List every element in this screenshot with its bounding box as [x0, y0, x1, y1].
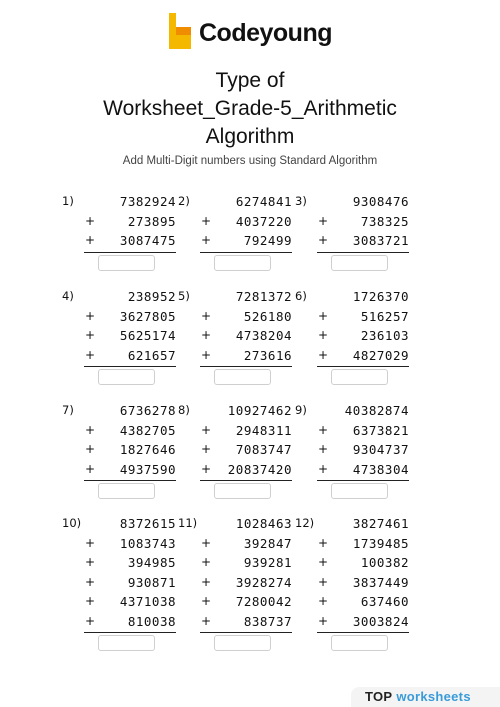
problem-number: 8)	[178, 403, 190, 417]
addend-value: 236103	[360, 328, 409, 343]
sum-rule	[317, 252, 409, 253]
addend-value: 5625174	[119, 328, 176, 343]
addend-value: 3003824	[352, 613, 409, 629]
addend-value: 3928274	[235, 574, 292, 590]
addend-row	[295, 514, 409, 534]
page-subtitle: Add Multi-Digit numbers using Standard Algorithm	[122, 155, 378, 167]
plus-sign: +	[201, 535, 212, 550]
addend-row	[295, 326, 409, 346]
addend-value: 3837449	[352, 574, 409, 590]
addend-row	[62, 573, 176, 593]
plus-sign: +	[85, 461, 96, 476]
sum-rule	[317, 480, 409, 481]
plus-sign: +	[85, 233, 96, 247]
addend-value: 273616	[243, 347, 292, 363]
addend-value: 20837420	[227, 461, 292, 477]
addend-row	[295, 553, 409, 573]
plus-sign: +	[201, 328, 212, 342]
addend-value: 40382874	[344, 403, 409, 418]
addend-row	[62, 534, 176, 554]
problem-number: 10)	[62, 516, 82, 530]
addend-row	[295, 231, 409, 251]
addend-value: 526180	[243, 308, 292, 324]
problem-number: 4)	[62, 289, 74, 303]
addend-row	[178, 592, 292, 612]
answer-box[interactable]	[98, 369, 155, 385]
addend-row	[295, 440, 409, 460]
plus-sign: +	[201, 442, 212, 456]
addend-value: 4937590	[119, 461, 176, 477]
answer-box[interactable]	[331, 369, 388, 385]
addend-value: 8372615	[119, 516, 176, 531]
addend-row	[62, 514, 176, 534]
answer-box[interactable]	[214, 255, 271, 271]
title-line: Algorithm	[205, 125, 295, 148]
addend-value: 516257	[360, 308, 409, 324]
addend-value: 621657	[127, 347, 176, 363]
sum-rule	[84, 632, 176, 633]
title-line: Worksheet_Grade-5_Arithmetic	[103, 97, 397, 120]
addend-row	[62, 460, 176, 480]
plus-sign: +	[85, 422, 96, 437]
sum-rule	[317, 632, 409, 633]
addend-value: 7382924	[119, 194, 176, 209]
addend-row	[62, 231, 176, 251]
plus-sign: +	[85, 613, 96, 628]
addend-value: 2948311	[235, 422, 292, 438]
addend-row	[178, 612, 292, 632]
answer-box[interactable]	[98, 255, 155, 271]
footer-text	[365, 689, 471, 704]
plus-sign: +	[85, 555, 96, 569]
addend-value: 6736278	[119, 403, 176, 418]
addend-row	[178, 401, 292, 421]
problem-number: 2)	[178, 194, 190, 208]
answer-box[interactable]	[214, 635, 271, 651]
addend-row	[295, 421, 409, 441]
problem-number: 11)	[178, 516, 198, 530]
addend-row	[295, 346, 409, 366]
sum-rule	[200, 632, 292, 633]
plus-sign: +	[201, 308, 212, 323]
plus-sign: +	[318, 233, 329, 247]
sum-rule	[84, 480, 176, 481]
sum-rule	[200, 366, 292, 367]
addend-row	[178, 346, 292, 366]
addend-value: 100382	[360, 555, 409, 570]
addend-row	[178, 421, 292, 441]
addend-row	[62, 287, 176, 307]
addend-row	[295, 612, 409, 632]
plus-sign: +	[318, 594, 329, 608]
addend-value: 3083721	[352, 233, 409, 248]
addend-row	[178, 307, 292, 327]
plus-sign: +	[318, 461, 329, 476]
plus-sign: +	[85, 308, 96, 323]
answer-box[interactable]	[331, 255, 388, 271]
addend-row	[178, 231, 292, 251]
addend-value: 9304737	[352, 442, 409, 457]
footer-worksheets: worksheets	[396, 689, 471, 704]
addend-row	[178, 326, 292, 346]
sum-rule	[200, 252, 292, 253]
plus-sign: +	[318, 308, 329, 323]
plus-sign: +	[201, 422, 212, 437]
addend-row	[62, 326, 176, 346]
addend-row	[62, 192, 176, 212]
addend-row	[295, 573, 409, 593]
plus-sign: +	[201, 574, 212, 589]
plus-sign: +	[318, 422, 329, 437]
addend-row	[295, 307, 409, 327]
plus-sign: +	[85, 535, 96, 550]
plus-sign: +	[318, 328, 329, 342]
addend-value: 1083743	[119, 535, 176, 551]
problem-number: 1)	[62, 194, 74, 208]
topworksheets-badge	[351, 687, 500, 707]
plus-sign: +	[201, 555, 212, 569]
addend-value: 6274841	[235, 194, 292, 209]
plus-sign: +	[201, 613, 212, 628]
problem-number: 7)	[62, 403, 74, 417]
plus-sign: +	[85, 574, 96, 589]
addend-value: 792499	[243, 233, 292, 248]
addend-value: 4738204	[235, 328, 292, 343]
addend-value: 939281	[243, 555, 292, 570]
problem-number: 5)	[178, 289, 190, 303]
addend-row	[178, 192, 292, 212]
addend-value: 392847	[243, 535, 292, 551]
addend-row	[62, 553, 176, 573]
sum-rule	[84, 252, 176, 253]
addend-value: 7083747	[235, 442, 292, 457]
addend-value: 1726370	[352, 289, 409, 304]
addend-row	[295, 212, 409, 232]
addend-value: 9308476	[352, 194, 409, 209]
addend-value: 4738304	[352, 461, 409, 477]
addend-row	[178, 212, 292, 232]
addend-row	[62, 421, 176, 441]
logo-text: Codeyoung	[199, 19, 332, 47]
addend-value: 4382705	[119, 422, 176, 438]
addend-value: 810038	[127, 613, 176, 629]
addend-row	[295, 534, 409, 554]
plus-sign: +	[85, 213, 96, 228]
plus-sign: +	[201, 594, 212, 608]
addend-value: 238952	[127, 289, 176, 304]
answer-box[interactable]	[214, 369, 271, 385]
plus-sign: +	[85, 594, 96, 608]
sum-rule	[317, 366, 409, 367]
addend-row	[62, 346, 176, 366]
problem-number: 9)	[295, 403, 307, 417]
plus-sign: +	[201, 233, 212, 247]
addend-value: 838737	[243, 613, 292, 629]
addend-value: 10927462	[227, 403, 292, 418]
addend-value: 7280042	[235, 594, 292, 609]
addend-row	[178, 460, 292, 480]
addend-value: 394985	[127, 555, 176, 570]
answer-box[interactable]	[98, 635, 155, 651]
addend-row	[178, 573, 292, 593]
addend-value: 1028463	[235, 516, 292, 531]
plus-sign: +	[85, 347, 96, 362]
addend-row	[295, 460, 409, 480]
footer-top: TOP	[365, 689, 393, 704]
plus-sign: +	[201, 461, 212, 476]
plus-sign: +	[85, 442, 96, 456]
addend-row	[295, 287, 409, 307]
addend-row	[178, 287, 292, 307]
addend-row	[178, 534, 292, 554]
addend-value: 930871	[127, 574, 176, 590]
problem-number: 12)	[295, 516, 315, 530]
addend-row	[295, 592, 409, 612]
addend-value: 4037220	[235, 213, 292, 229]
title-line: Type of	[215, 69, 285, 92]
plus-sign: +	[318, 213, 329, 228]
addend-row	[178, 440, 292, 460]
answer-box[interactable]	[331, 635, 388, 651]
plus-sign: +	[201, 347, 212, 362]
plus-sign: +	[318, 555, 329, 569]
plus-sign: +	[318, 535, 329, 550]
answer-box[interactable]	[214, 483, 271, 499]
addend-value: 637460	[360, 594, 409, 609]
addend-value: 1827646	[119, 442, 176, 457]
plus-sign: +	[318, 613, 329, 628]
addend-row	[62, 401, 176, 421]
addend-value: 3627805	[119, 308, 176, 324]
sum-rule	[200, 480, 292, 481]
answer-box[interactable]	[331, 483, 388, 499]
addend-value: 738325	[360, 213, 409, 229]
addend-value: 273895	[127, 213, 176, 229]
addend-value: 6373821	[352, 422, 409, 438]
addend-row	[62, 592, 176, 612]
problem-number: 6)	[295, 289, 307, 303]
plus-sign: +	[318, 442, 329, 456]
plus-sign: +	[85, 328, 96, 342]
addend-value: 3827461	[352, 516, 409, 531]
addend-value: 4371038	[119, 594, 176, 609]
answer-box[interactable]	[98, 483, 155, 499]
plus-sign: +	[318, 574, 329, 589]
addend-value: 7281372	[235, 289, 292, 304]
plus-sign: +	[201, 213, 212, 228]
addend-value: 1739485	[352, 535, 409, 551]
addend-row	[62, 212, 176, 232]
addend-row	[295, 192, 409, 212]
addend-row	[62, 307, 176, 327]
addend-value: 3087475	[119, 233, 176, 248]
addend-row	[178, 514, 292, 534]
addend-value: 4827029	[352, 347, 409, 363]
addend-row	[62, 612, 176, 632]
addend-row	[295, 401, 409, 421]
sum-rule	[84, 366, 176, 367]
addend-row	[178, 553, 292, 573]
problem-number: 3)	[295, 194, 307, 208]
plus-sign: +	[318, 347, 329, 362]
addend-row	[62, 440, 176, 460]
